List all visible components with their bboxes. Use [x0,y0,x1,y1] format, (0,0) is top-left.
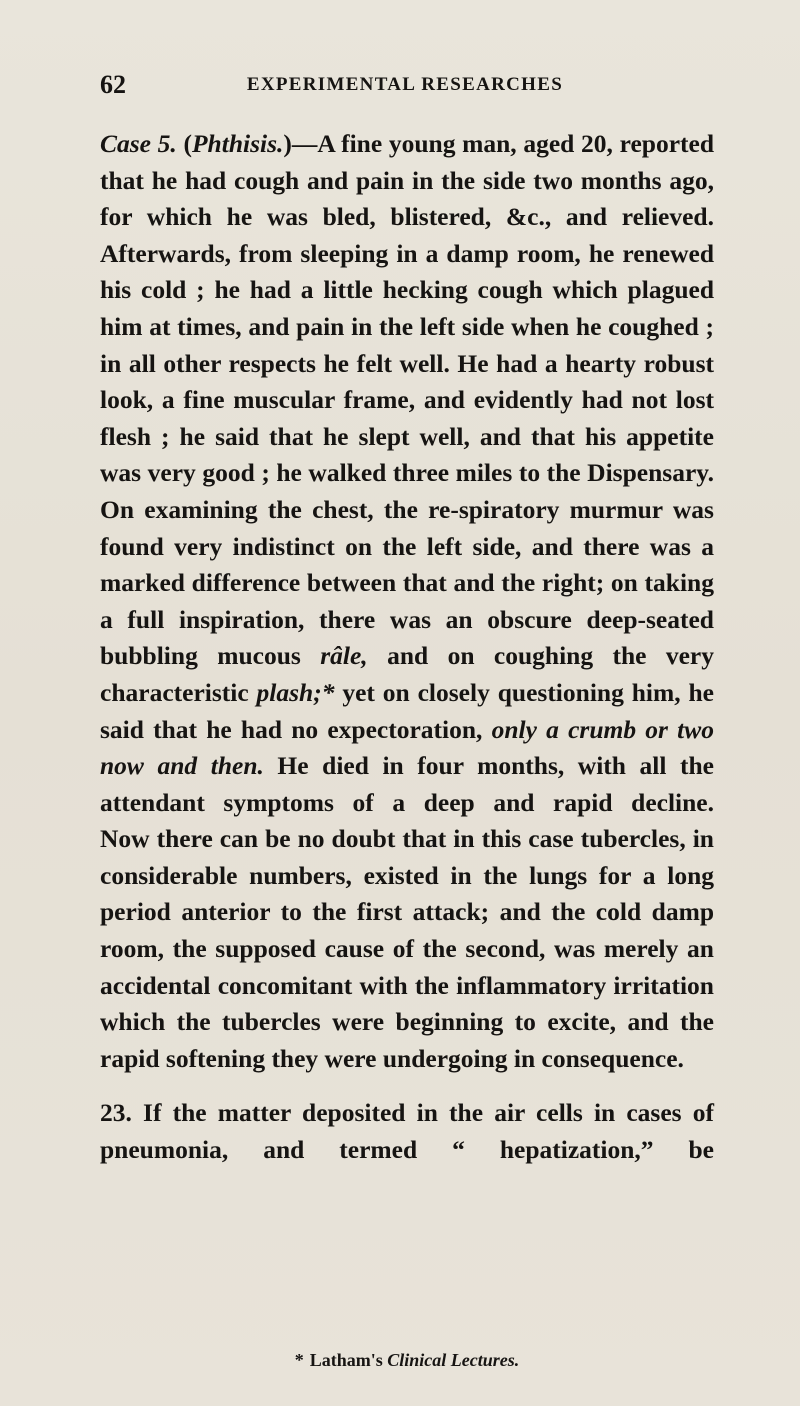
rale-term: râle, [320,641,368,671]
plash-term: plash;* [256,677,335,707]
footnote-author: Latham's [309,1350,383,1370]
page-header [100,70,710,102]
case-label: Case 5. [100,129,177,158]
section-23-paragraph: 23. If the matter deposited in the air cells in cases of pneumonia, and termed “ hepatization,” be [100,1098,714,1165]
footnote-mark: * [294,1350,304,1370]
discussion-paragraph: Now there can be no doubt that in this case tubercles, in considerable numbers, existed in the lungs for a long period anterior to the first attack; and the cold damp room, the supposed cause of the second, was merely an accidental concomitant with the inflammatory irritation which the tubercles were beginning to excite, and the rapid softening they were undergoing in consequence. [100,824,714,1073]
case-paragraph: Case 5. (Phthisis.)—A fine young man, aged 20, reported that he had cough and pain in the side two months ago, for which he was bled, blistered, &c., and relieved. Afterwards, from sleeping in a damp room, he renewed his cold ; he had a little hecking cough which plagued him at times, and pain in the left side when he coughed ; in all other respects he felt well. He had a hearty robust look, a fine muscular frame, and evidently had not lost flesh ; he said that he slept well, and that his appetite was very good ; he walked three miles to the Dispensary. On examining the chest, the re-spiratory murmur was found very indistinct on the left side, and there was a marked difference between that and the right; on taking a full inspiration, there was an obscure deep-seated bubbling mucous râle, and on coughing the very characteristic plash;* yet on closely questioning him, he said that he had no expectoration, only a crumb or two now and then. He died in four months, with all the attendant symptoms of a deep and rapid decline. [100,129,715,817]
body-text [100,126,714,1169]
running-head: EXPERIMENTAL RESEARCHES [246,74,564,95]
page-number: 62 [100,70,126,99]
footnote-title: Clinical Lectures. [387,1350,520,1370]
disease-name: Phthisis. [191,129,284,158]
crumb-phrase: only a crumb or two now and then. [100,714,714,781]
footnote [100,1350,714,1371]
